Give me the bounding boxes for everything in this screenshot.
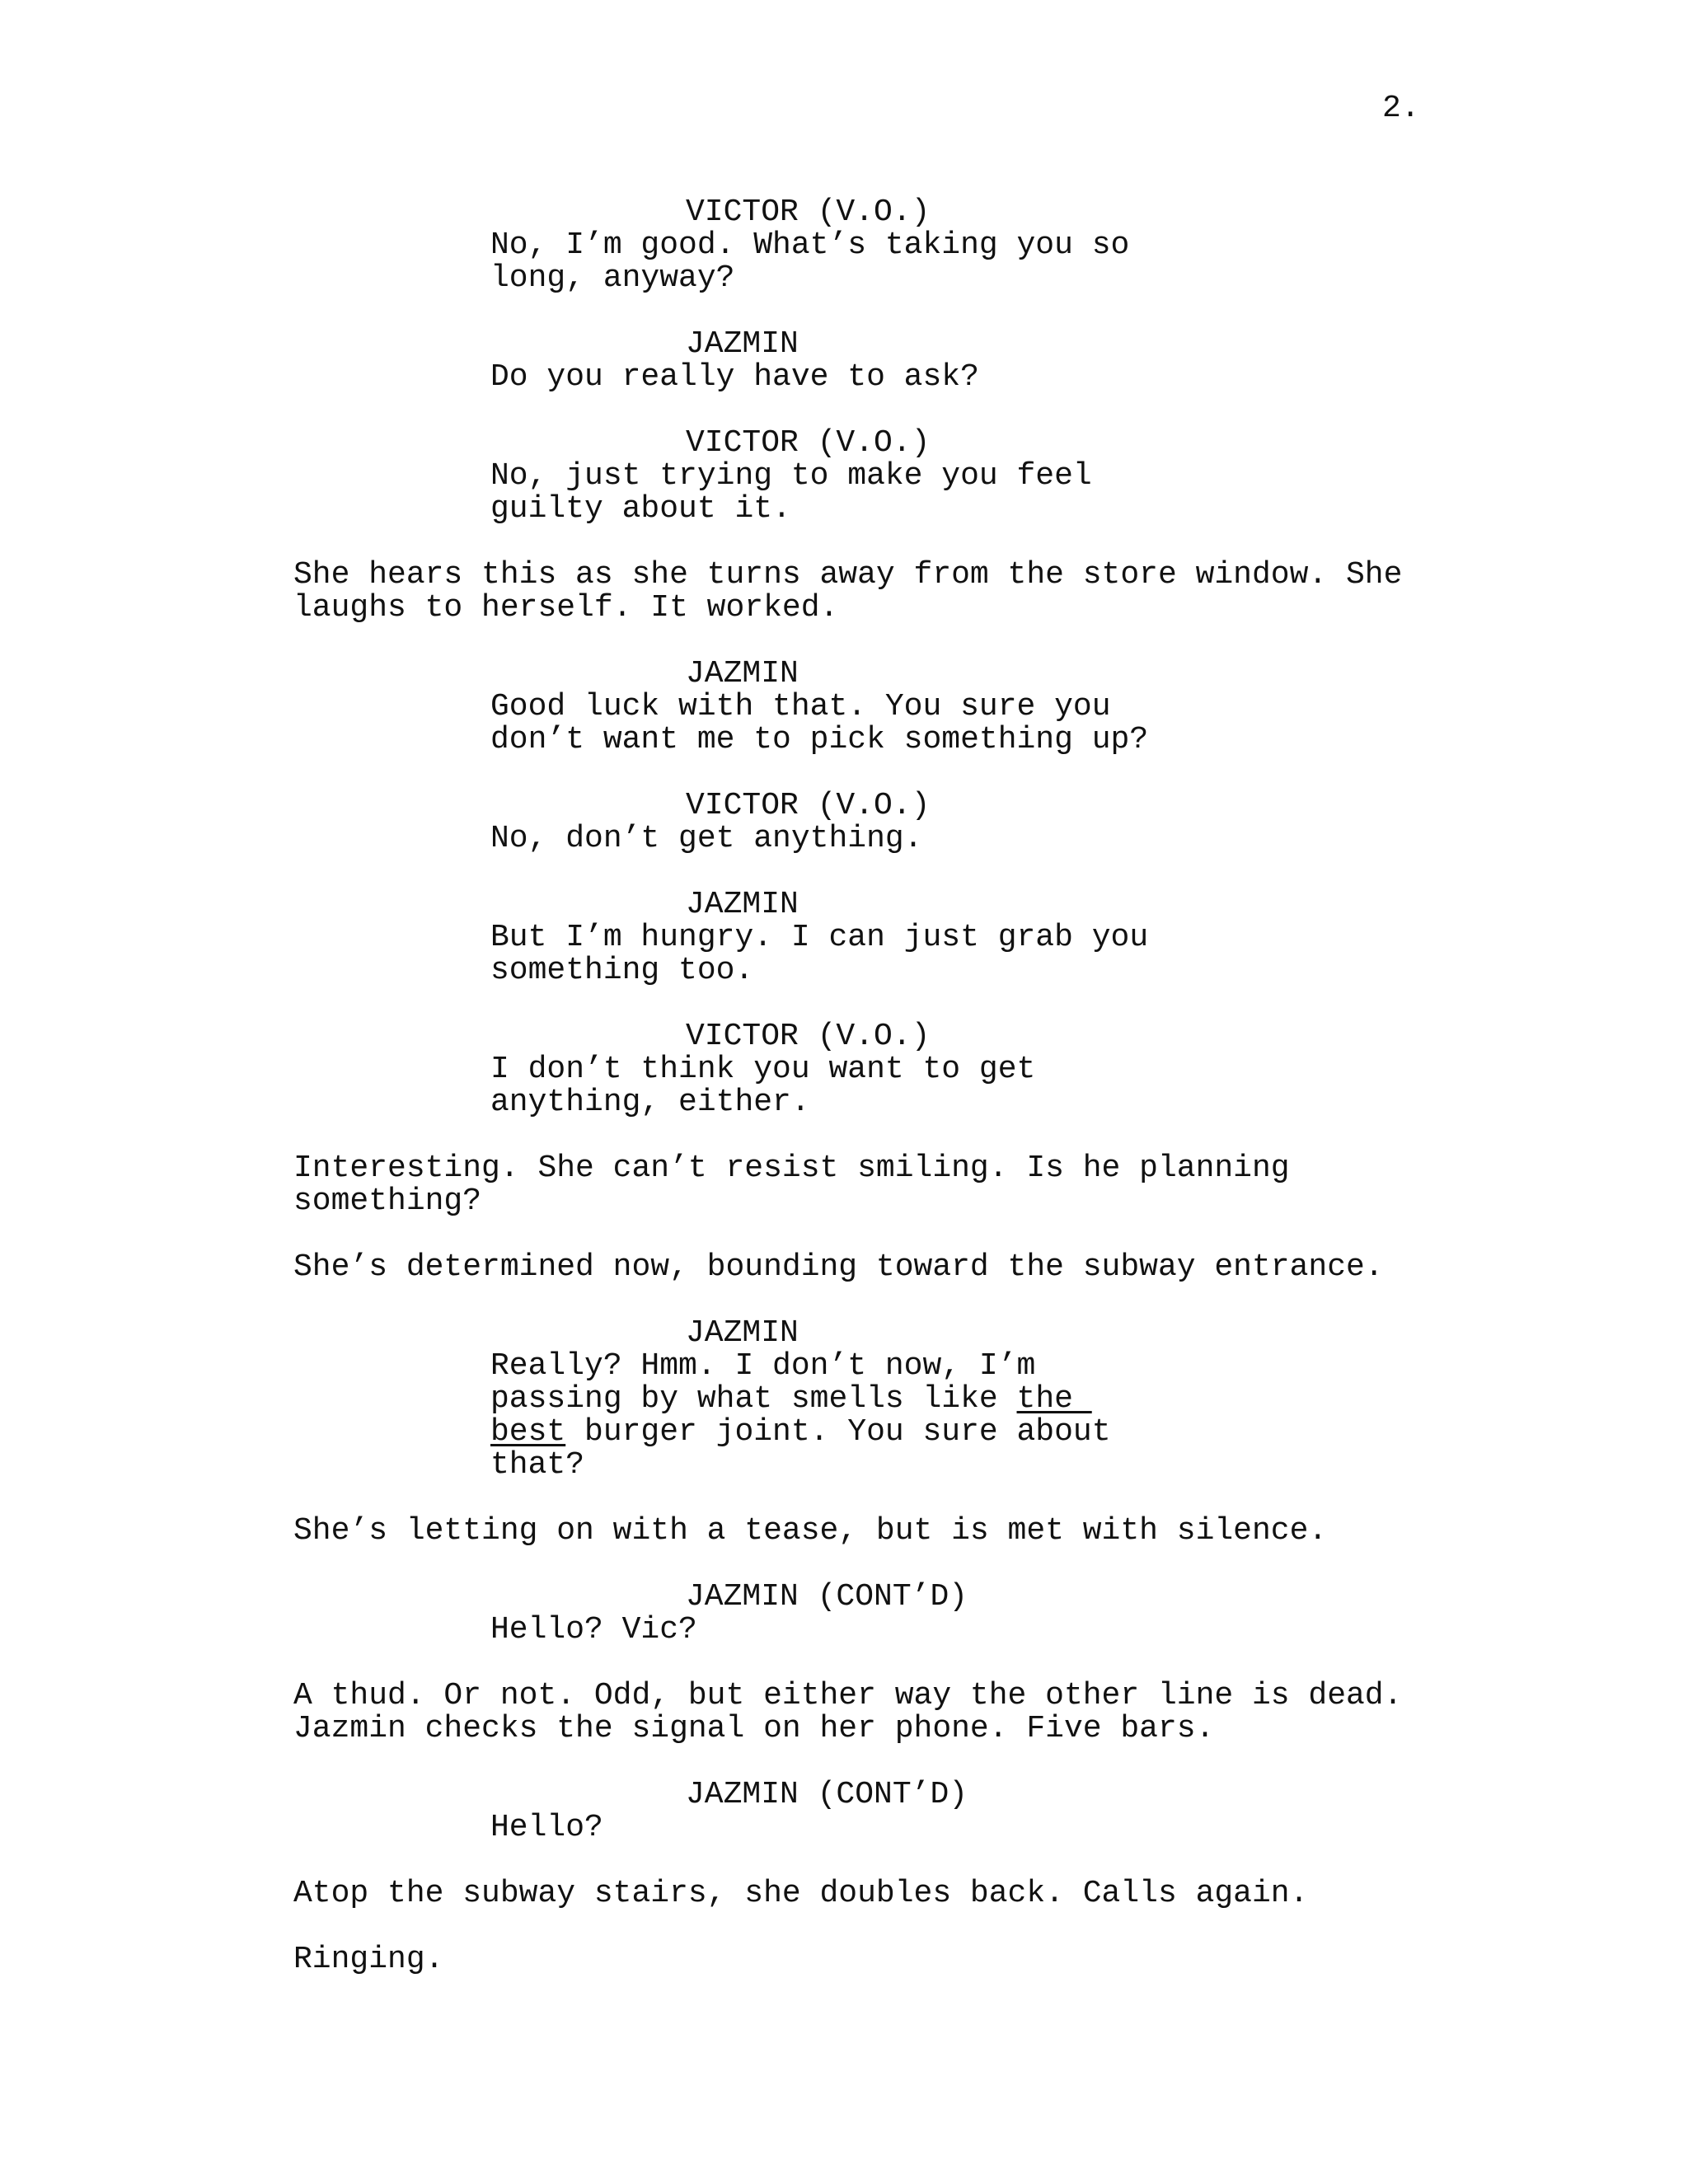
dialogue-line: But I’m hungry. I can just grab you — [490, 920, 1149, 955]
action-line: A thud. Or not. Odd, but either way the other line is dead. — [293, 1678, 1403, 1713]
character-cue: JAZMIN (CONT’D) — [686, 1777, 968, 1812]
dialogue-line — [490, 1449, 584, 1482]
action-line: something? — [293, 1183, 482, 1219]
dialogue-line: Hello? — [490, 1810, 603, 1845]
dialogue-line: long, anyway? — [490, 260, 735, 296]
dialogue-line — [490, 1416, 1111, 1449]
character-cue: JAZMIN — [686, 326, 799, 362]
dialogue-line: Hello? Vic? — [490, 1612, 697, 1647]
dialogue-text: burger joint. You sure about — [565, 1414, 1111, 1450]
dialogue-line: No, just trying to make you feel — [490, 458, 1092, 494]
dialogue-line — [490, 1383, 1092, 1416]
dialogue-text: Really? Hmm. I don’t now, I’m — [490, 1348, 1036, 1384]
character-cue: VICTOR (V.O.) — [686, 788, 931, 823]
dialogue-line: something too. — [490, 953, 754, 988]
dialogue-text: passing by what smells like — [490, 1381, 1017, 1417]
action-line: She hears this as she turns away from the store window. She — [293, 557, 1403, 593]
action-line: Ringing. — [293, 1942, 444, 1977]
action-line: Jazmin checks the signal on her phone. Five bars. — [293, 1711, 1215, 1746]
page-number: 2. — [1382, 91, 1420, 126]
underlined-text: best — [490, 1414, 566, 1450]
dialogue-line: don’t want me to pick something up? — [490, 722, 1149, 757]
dialogue-line: I don’t think you want to get — [490, 1052, 1036, 1087]
character-cue: JAZMIN — [686, 1315, 799, 1351]
dialogue-line: No, I’m good. What’s taking you so — [490, 227, 1130, 263]
character-cue: VICTOR (V.O.) — [686, 194, 931, 230]
action-line: laughs to herself. It worked. — [293, 590, 839, 626]
action-line: She’s determined now, bounding toward the subway entrance. — [293, 1249, 1384, 1285]
dialogue-line: Do you really have to ask? — [490, 359, 979, 395]
character-cue: VICTOR (V.O.) — [686, 1019, 931, 1054]
dialogue-line: Good luck with that. You sure you — [490, 689, 1111, 724]
character-cue: JAZMIN — [686, 887, 799, 922]
dialogue-text: that? — [490, 1447, 585, 1483]
underlined-text: the — [1016, 1381, 1092, 1417]
dialogue-line — [490, 1350, 1035, 1383]
character-cue: JAZMIN — [686, 656, 799, 691]
character-cue: JAZMIN (CONT’D) — [686, 1579, 968, 1615]
action-line: She’s letting on with a tease, but is met with silence. — [293, 1513, 1328, 1549]
dialogue-line: anything, either. — [490, 1085, 810, 1120]
action-line: Interesting. She can’t resist smiling. Is he planning — [293, 1151, 1290, 1186]
character-cue: VICTOR (V.O.) — [686, 425, 931, 461]
dialogue-line: guilty about it. — [490, 491, 791, 527]
action-line: Atop the subway stairs, she doubles back. Calls again. — [293, 1876, 1309, 1911]
dialogue-line: No, don’t get anything. — [490, 821, 923, 856]
